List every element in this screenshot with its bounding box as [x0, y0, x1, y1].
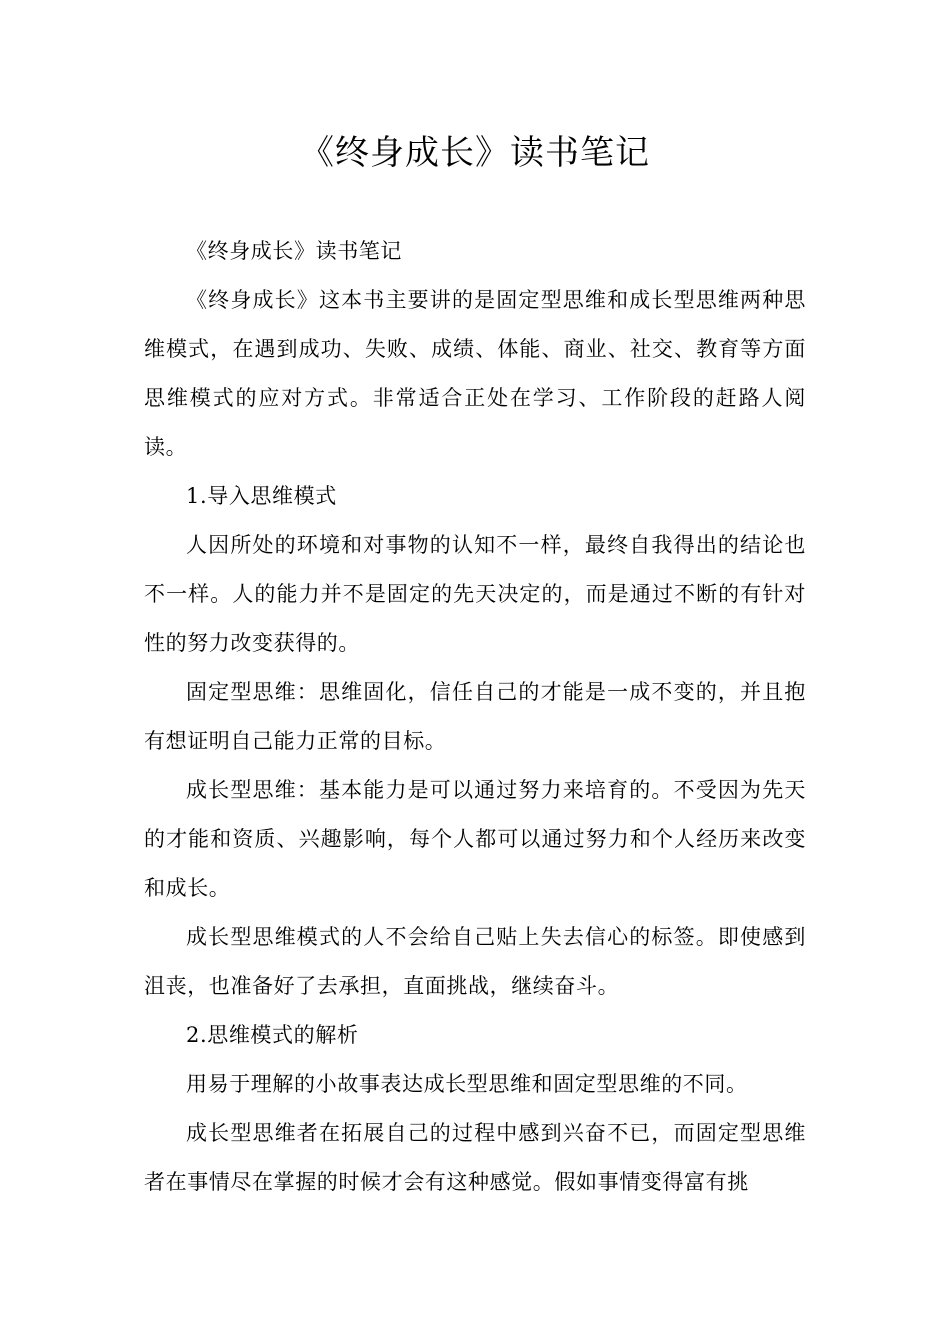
section-heading-1: 1.导入思维模式	[186, 484, 337, 508]
paragraph-stories: 用易于理解的小故事表达成长型思维和固定型思维的不同。	[186, 1072, 748, 1096]
paragraph-intro: 《终身成长》这本书主要讲的是固定型思维和成长型思维两种思维模式，在遇到成功、失败、成绩、体能、商业、社交、教育等方面思维模式的应对方式。非常适合正处在学习、工作阶段的赶路人阅读。	[144, 288, 806, 459]
paragraph-growth-mindset: 成长型思维：基本能力是可以通过努力来培育的。不受因为先天的才能和资质、兴趣影响，每个人都可以通过努力和个人经历来改变和成长。	[144, 778, 806, 900]
paragraph-growth-labels: 成长型思维模式的人不会给自己贴上失去信心的标签。即使感到沮丧，也准备好了去承担，直面挑战，继续奋斗。	[144, 925, 806, 998]
section-heading-2: 2.思维模式的解析	[186, 1023, 359, 1047]
paragraph-heading: 《终身成长》读书笔记	[186, 239, 402, 263]
paragraph-comparison: 成长型思维者在拓展自己的过程中感到兴奋不已，而固定型思维者在事情尽在掌握的时候才会有这种感觉。假如事情变得富有挑	[144, 1121, 806, 1194]
document-title: 《终身成长》读书笔记	[300, 133, 650, 173]
document-body	[144, 227, 806, 1207]
paragraph-cognition: 人因所处的环境和对事物的认知不一样，最终自我得出的结论也不一样。人的能力并不是固定的先天决定的，而是通过不断的有针对性的努力改变获得的。	[144, 533, 806, 655]
paragraph-fixed-mindset: 固定型思维：思维固化，信任自己的才能是一成不变的，并且抱有想证明自己能力正常的目标。	[144, 680, 806, 753]
